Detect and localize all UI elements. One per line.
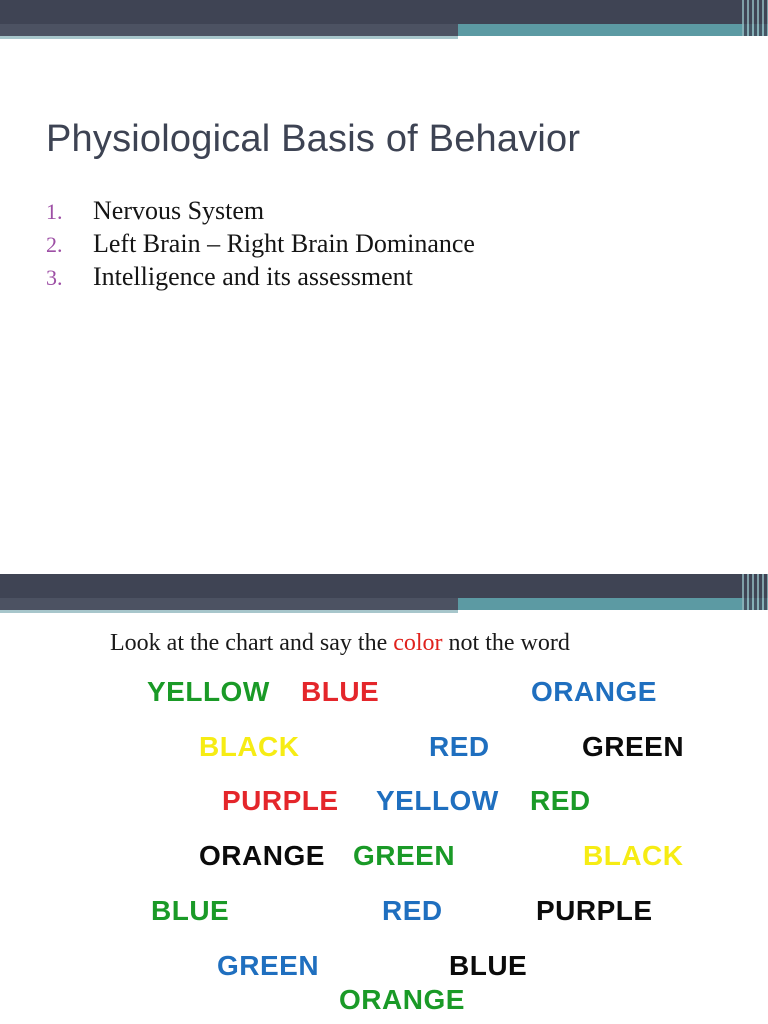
stroop-word: PURPLE xyxy=(222,785,339,816)
header-rule xyxy=(0,36,458,39)
stroop-word: GREEN xyxy=(217,950,320,981)
list-number: 3. xyxy=(46,265,63,290)
list-text: Left Brain – Right Brain Dominance xyxy=(93,229,475,258)
stroop-word: GREEN xyxy=(582,731,685,762)
stroop-word: ORANGE xyxy=(199,840,325,871)
stroop-word: GREEN xyxy=(353,840,456,871)
stroop-word: ORANGE xyxy=(339,984,465,1015)
stroop-word: ORANGE xyxy=(531,676,657,707)
header-accent-bar xyxy=(458,24,768,36)
header-bar xyxy=(0,0,768,24)
header-stripes xyxy=(742,0,768,36)
stroop-word: RED xyxy=(530,785,591,816)
list-item xyxy=(46,196,475,229)
instruction-highlight: color xyxy=(393,630,443,656)
stroop-word: YELLOW xyxy=(376,785,499,816)
stroop-word: BLUE xyxy=(301,676,380,707)
stroop-word: BLUE xyxy=(449,950,528,981)
stroop-word: YELLOW xyxy=(147,676,270,707)
stroop-word: PURPLE xyxy=(536,895,653,926)
stroop-word: RED xyxy=(382,895,443,926)
list-number: 1. xyxy=(46,199,63,224)
slide-2 xyxy=(0,574,768,1024)
header-accent-bar xyxy=(458,598,768,610)
stroop-word: BLUE xyxy=(151,895,230,926)
stroop-word: BLACK xyxy=(583,840,684,871)
list-item xyxy=(46,262,475,295)
header-bar-lower xyxy=(0,24,458,36)
slide-title: Physiological Basis of Behavior xyxy=(46,118,581,160)
list-text: Intelligence and its assessment xyxy=(93,262,413,291)
instruction-text xyxy=(110,630,570,657)
header-stripes xyxy=(742,574,768,610)
header-rule xyxy=(0,610,458,613)
list-number: 2. xyxy=(46,232,63,257)
header-bar xyxy=(0,574,768,598)
header-bar-lower xyxy=(0,598,458,610)
stroop-word: RED xyxy=(429,731,490,762)
topic-list xyxy=(46,196,475,295)
stroop-word: BLACK xyxy=(199,731,300,762)
instruction-part: Look at the chart and say the xyxy=(110,630,394,656)
list-item xyxy=(46,229,475,262)
list-text: Nervous System xyxy=(93,196,265,225)
instruction-part: not the word xyxy=(442,630,570,656)
